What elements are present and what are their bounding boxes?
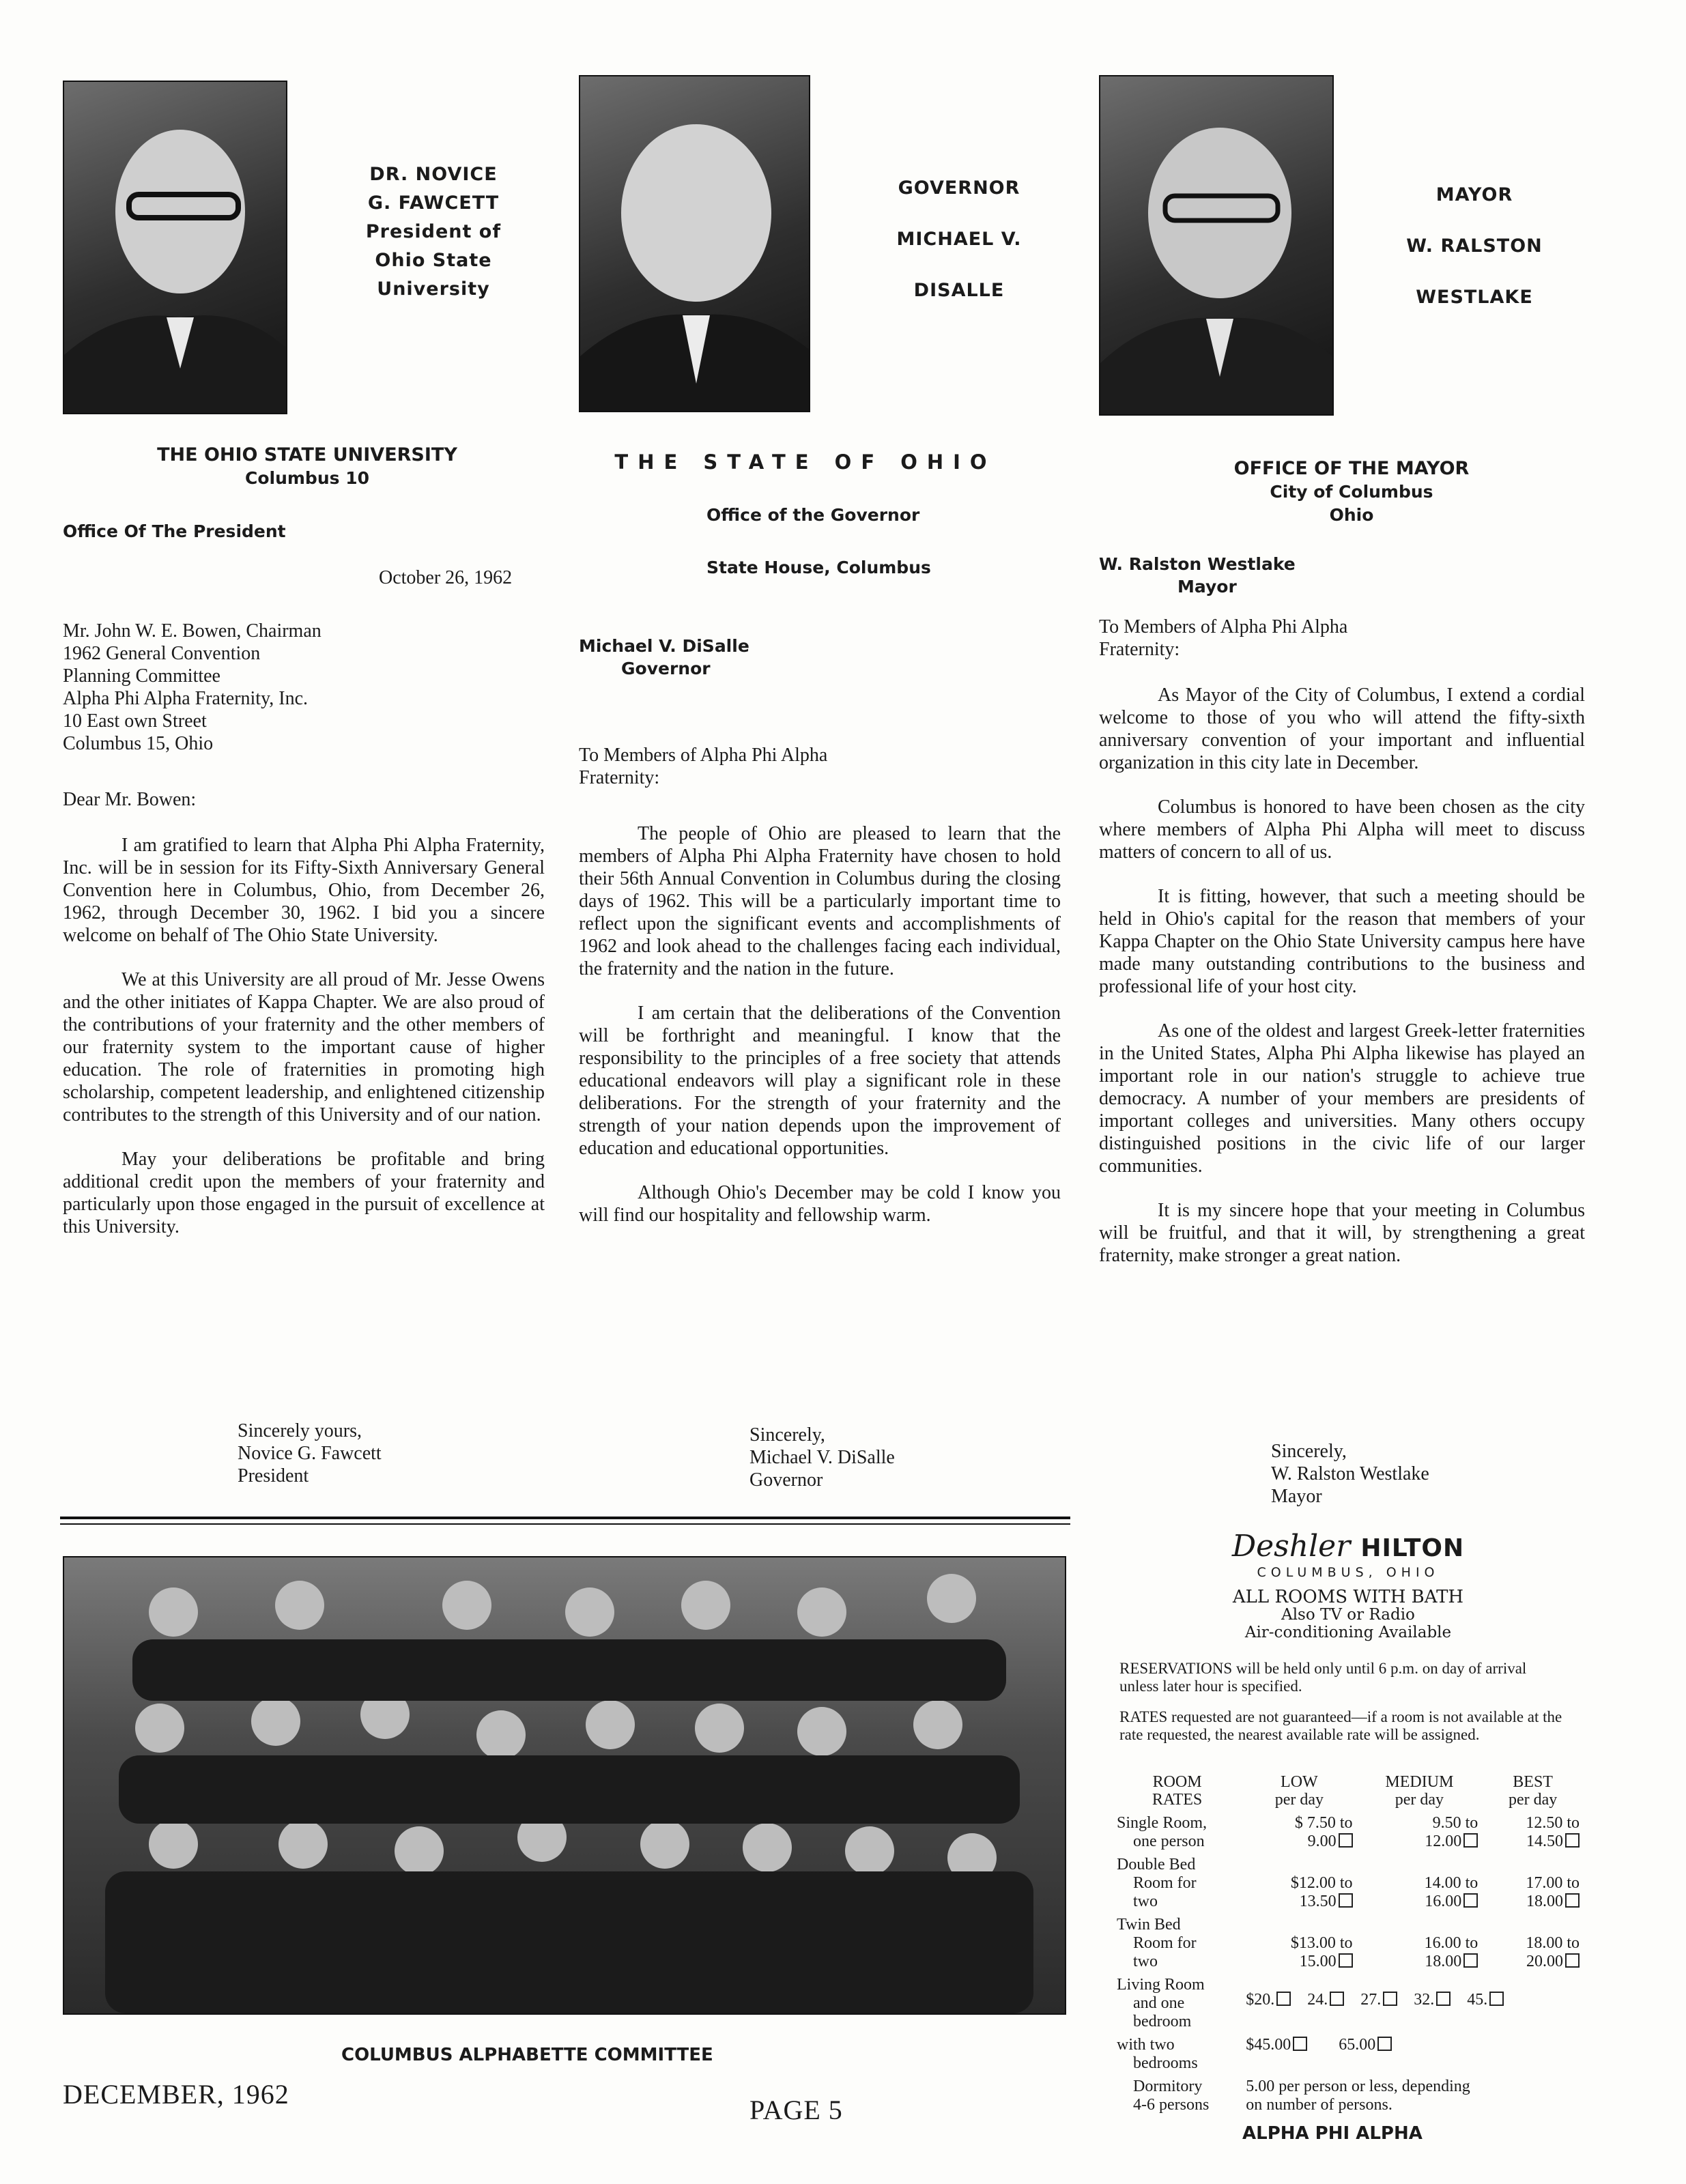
caption-line: W. RALSTON xyxy=(1406,235,1543,257)
room-type xyxy=(1113,1814,1242,1856)
room-line: two xyxy=(1133,1953,1158,1970)
price-option: $20. xyxy=(1246,1991,1275,2009)
rate-line xyxy=(1486,1953,1580,1971)
best-rate xyxy=(1482,1814,1584,1856)
hotel-reservations-note: RESERVATIONS will be held only until 6 p.m. on day of arrival unless later hour is specified. xyxy=(1119,1660,1527,1695)
rate-checkbox[interactable] xyxy=(1463,1833,1478,1848)
letter-paragraph: As Mayor of the City of Columbus, I extend a cordial welcome to those of you who will attend the fifty-sixth anniversary convention of your important and influential organization in this city late in December. xyxy=(1099,685,1585,773)
caption-line: WESTLAKE xyxy=(1416,287,1533,308)
feature-line: ALL ROOMS WITH BATH xyxy=(1232,1587,1464,1607)
room-line: bedrooms xyxy=(1133,2054,1198,2072)
room-type xyxy=(1113,1916,1242,1976)
table-row xyxy=(1113,1976,1584,2036)
address-line: Alpha Phi Alpha Fraternity, Inc. xyxy=(63,688,309,709)
table-row xyxy=(1113,1916,1584,1976)
closing-line: Governor xyxy=(749,1469,823,1491)
hotel-ad-header xyxy=(1099,1529,1597,1641)
governor-portrait xyxy=(579,75,810,412)
rate-line xyxy=(1246,1893,1352,1911)
rate-line: $12.00 to xyxy=(1290,1874,1353,1892)
osu-recipient-address xyxy=(63,620,322,755)
rate-checkbox[interactable] xyxy=(1565,1833,1580,1848)
two-bedroom-prices xyxy=(1242,2036,1584,2078)
medium-rate xyxy=(1357,1856,1483,1916)
feature-line: Also TV or Radio xyxy=(1281,1606,1415,1624)
group-photo-caption: COLUMBUS ALPHABETTE COMMITTEE xyxy=(341,2045,713,2065)
price-option: 27. xyxy=(1360,1991,1382,2009)
rate-value: 14.50 xyxy=(1526,1833,1563,1850)
closing-line: W. Ralston Westlake xyxy=(1271,1463,1429,1484)
mayor-caption xyxy=(1389,169,1560,323)
gov-letterhead: THE STATE OF OHIO xyxy=(614,450,997,474)
mayor-salutation xyxy=(1099,616,1347,661)
alphabette-committee-group-photo xyxy=(63,1556,1066,2015)
room-type xyxy=(1113,1976,1242,2036)
rate-line xyxy=(1246,1953,1352,1971)
room-line: Room for xyxy=(1133,1934,1197,1952)
rate-value: 18.00 xyxy=(1526,1893,1563,1910)
divider-rule-top xyxy=(60,1517,1070,1519)
mayor-closing xyxy=(1271,1440,1429,1508)
rate-line xyxy=(1361,1833,1478,1851)
medium-rate xyxy=(1357,1814,1483,1856)
rate-line: $ 7.50 to xyxy=(1294,1814,1353,1832)
issue-date: DECEMBER, 1962 xyxy=(63,2079,289,2110)
rate-value: 18.00 xyxy=(1425,1953,1462,1970)
hotel-name-script: Deshler xyxy=(1231,1529,1351,1564)
letter-paragraph: May your deliberations be profitable and bring additional credit upon the members of your fraternity and particularly upon those engaged in the pursuit of excellence at this University. xyxy=(63,1149,545,1237)
osu-letter-date: October 26, 1962 xyxy=(379,567,513,588)
header-line: RATES xyxy=(1152,1791,1203,1809)
header-low xyxy=(1242,1773,1356,1814)
group-photo-figures xyxy=(64,1557,1065,2013)
rate-checkbox[interactable] xyxy=(1276,1992,1291,2006)
rate-line xyxy=(1361,1953,1478,1971)
hotel-location: COLUMBUS, OHIO xyxy=(1257,1565,1440,1580)
rate-value: 13.50 xyxy=(1299,1893,1337,1910)
rate-line: 9.50 to xyxy=(1432,1814,1478,1832)
living-room-prices xyxy=(1242,1976,1584,2036)
note-line: on number of persons. xyxy=(1246,2096,1392,2114)
room-line: Dormitory xyxy=(1133,2078,1203,2095)
hotel-room-rates-table xyxy=(1113,1773,1584,2119)
room-line: one person xyxy=(1133,1833,1205,1850)
mayor-letter-body xyxy=(1099,684,1585,1289)
mayor-portrait xyxy=(1099,75,1334,416)
gov-address: State House, Columbus xyxy=(706,558,931,577)
letter-paragraph: It is my sincere hope that your meeting in Columbus will be fruitful, and that it will, by strengthening a great fraternity, make stronger a great nation. xyxy=(1099,1200,1585,1266)
rate-checkbox[interactable] xyxy=(1436,1992,1451,2006)
header-line: per day xyxy=(1395,1791,1444,1809)
best-rate xyxy=(1482,1856,1584,1916)
page-number: PAGE 5 xyxy=(749,2095,843,2125)
divider-rule-bottom xyxy=(60,1523,1070,1525)
portrait-silhouette xyxy=(580,76,809,411)
caption-line: G. FAWCETT xyxy=(367,192,500,214)
rate-checkbox[interactable] xyxy=(1339,1893,1353,1908)
salutation-line: Fraternity: xyxy=(579,767,660,788)
hotel-name xyxy=(1099,1529,1597,1564)
header-room xyxy=(1113,1773,1242,1814)
room-line: Double Bed xyxy=(1117,1856,1196,1873)
hotel-rates-note: RATES requested are not guaranteed—if a room is not available at the rate requested, the nearest available rate will be assigned. xyxy=(1119,1708,1562,1743)
room-line: 4-6 persons xyxy=(1133,2096,1210,2114)
rate-checkbox[interactable] xyxy=(1383,1992,1397,2006)
letter-paragraph: I am certain that the deliberations of the Convention will be forthright and meaningful. I know that the responsibility to the principles of a free society that attends educational endeavors will play a significant role in these deliberations. For the strength of your fraternity and the strength of your nation depends upon the improvement of education and educational opportunities. xyxy=(579,1003,1061,1159)
mayor-state: Ohio xyxy=(1329,505,1374,525)
best-rate xyxy=(1482,1916,1584,1976)
room-line: Room for xyxy=(1133,1874,1197,1892)
closing-line: Sincerely, xyxy=(1271,1441,1347,1462)
sender-line: W. Ralston Westlake xyxy=(1099,554,1296,574)
header-line: per day xyxy=(1508,1791,1558,1809)
president-portrait xyxy=(63,81,287,414)
closing-line: Mayor xyxy=(1271,1486,1322,1507)
header-medium xyxy=(1357,1773,1483,1814)
price-option: 65.00 xyxy=(1339,2036,1376,2054)
osu-closing xyxy=(238,1420,382,1487)
header-line: MEDIUM xyxy=(1385,1773,1454,1791)
rate-line: 14.00 to xyxy=(1424,1874,1478,1892)
closing-line: Sincerely yours, xyxy=(238,1420,362,1441)
salutation-line: Fraternity: xyxy=(1099,639,1180,660)
address-line: Planning Committee xyxy=(63,665,220,687)
hotel-features xyxy=(1099,1588,1597,1641)
price-option: 32. xyxy=(1414,1991,1435,2009)
salutation-line: To Members of Alpha Phi Alpha xyxy=(579,745,828,766)
rate-checkbox[interactable] xyxy=(1463,1953,1478,1968)
address-line: Mr. John W. E. Bowen, Chairman xyxy=(63,620,322,642)
medium-rate xyxy=(1357,1916,1483,1976)
gov-letter-body xyxy=(579,822,1061,1248)
mayor-letterhead xyxy=(1160,457,1543,527)
rate-value: 20.00 xyxy=(1526,1953,1563,1970)
low-rate xyxy=(1242,1916,1356,1976)
osu-letter-body xyxy=(63,834,545,1260)
note-line: 5.00 per person or less, depending xyxy=(1246,2078,1470,2095)
feature-line: Air-conditioning Available xyxy=(1244,1624,1452,1641)
rate-line xyxy=(1486,1833,1580,1851)
governor-caption xyxy=(874,162,1044,316)
table-row xyxy=(1113,2036,1584,2078)
osu-salutation: Dear Mr. Bowen: xyxy=(63,789,197,810)
letter-paragraph: The people of Ohio are pleased to learn that the members of Alpha Phi Alpha Fraternity have chosen to hold their 56th Annual Convention in Columbus during the closing days of 1962. This will be a particularly important time to reflect upon the significant events and accomplishments of 1962 and look ahead to the challenges facing each individual, the fraternity and the nation in the future. xyxy=(579,823,1061,979)
price-option: $45.00 xyxy=(1246,2036,1291,2054)
osu-city: Columbus 10 xyxy=(244,468,369,488)
address-line: 10 East own Street xyxy=(63,710,207,732)
osu-office: Office Of The President xyxy=(63,521,286,541)
caption-line: University xyxy=(377,278,490,300)
room-line: Twin Bed xyxy=(1117,1916,1181,1934)
room-type xyxy=(1113,2036,1242,2078)
gov-closing xyxy=(749,1424,895,1491)
table-row xyxy=(1113,1814,1584,1856)
osu-org-name: THE OHIO STATE UNIVERSITY xyxy=(157,444,457,465)
president-caption xyxy=(355,160,512,304)
price-option: 24. xyxy=(1307,1991,1328,2009)
table-row xyxy=(1113,1856,1584,1916)
portrait-silhouette xyxy=(64,82,286,413)
sender-line: Governor xyxy=(621,659,711,678)
letter-paragraph: We at this University are all proud of Mr. Jesse Owens and the other initiates of Kappa Chapter. We are also proud of the contributions of your fraternity and the other members of our fraternity system to the important cause of higher education. The role of fraternities in promoting high scholarship, competent leadership, and enlightened citizenship contributes to the strength of this University and of our nation. xyxy=(63,969,545,1125)
caption-line: President of xyxy=(365,221,502,242)
rate-line: 17.00 to xyxy=(1526,1874,1580,1892)
room-line: bedroom xyxy=(1133,2013,1192,2030)
closing-line: Sincerely, xyxy=(749,1424,825,1446)
publication-name: ALPHA PHI ALPHA xyxy=(1242,2123,1423,2144)
low-rate xyxy=(1242,1814,1356,1856)
rate-line: $13.00 to xyxy=(1290,1934,1353,1952)
room-line: Single Room, xyxy=(1117,1814,1208,1832)
rate-checkbox[interactable] xyxy=(1339,1833,1353,1848)
header-line: LOW xyxy=(1281,1773,1318,1791)
header-line: BEST xyxy=(1513,1773,1553,1791)
rate-line xyxy=(1486,1893,1580,1911)
room-line: and one xyxy=(1133,1994,1185,2012)
gov-salutation xyxy=(579,744,827,789)
rate-value: 9.00 xyxy=(1307,1833,1337,1850)
letter-paragraph: Although Ohio's December may be cold I know you will find our hospitality and fellowship warm. xyxy=(579,1182,1061,1226)
rate-value: 12.00 xyxy=(1425,1833,1462,1850)
letter-paragraph: As one of the oldest and largest Greek-letter fraternities in the United States, Alpha Phi Alpha likewise has played an important role in our nation's struggle to achieve true democracy. A number of your members are presidents of important colleges and universities. Many others occupy distinguished positions in the civic life of our larger communities. xyxy=(1099,1020,1585,1177)
rate-value: 16.00 xyxy=(1425,1893,1462,1910)
caption-line: MICHAEL V. xyxy=(896,229,1022,250)
rate-checkbox[interactable] xyxy=(1565,1953,1580,1968)
hotel-name-bold: HILTON xyxy=(1360,1534,1465,1562)
header-line: ROOM xyxy=(1152,1773,1202,1791)
rates-header-row xyxy=(1113,1773,1584,1814)
table-row xyxy=(1113,2078,1584,2119)
gov-office: Office of the Governor xyxy=(706,505,920,525)
rate-checkbox[interactable] xyxy=(1463,1893,1478,1908)
rate-checkbox[interactable] xyxy=(1339,1953,1353,1968)
closing-line: Michael V. DiSalle xyxy=(749,1447,895,1468)
gov-sender xyxy=(579,635,749,680)
price-option: 45. xyxy=(1467,1991,1488,2009)
letter-paragraph: I am gratified to learn that Alpha Phi Alpha Fraternity, Inc. will be in session for its Fifty-Sixth Anniversary General Convention here in Columbus, Ohio, from December 26, 1962, through December 30, 1962. I bid you a sincere welcome on behalf of The Ohio State University. xyxy=(63,835,545,946)
caption-line: Ohio State xyxy=(375,250,492,271)
rate-line xyxy=(1246,1833,1352,1851)
caption-line: GOVERNOR xyxy=(898,177,1020,199)
rate-checkbox[interactable] xyxy=(1377,2037,1392,2051)
header-line: per day xyxy=(1274,1791,1324,1809)
letter-paragraph: Columbus is honored to have been chosen as the city where members of Alpha Phi Alpha will meet to discuss matters of concern to all of us. xyxy=(1099,796,1585,863)
rate-line: 16.00 to xyxy=(1424,1934,1478,1952)
sender-line: Michael V. DiSalle xyxy=(579,636,749,656)
rate-line: 18.00 to xyxy=(1526,1934,1580,1952)
caption-line: DR. NOVICE xyxy=(369,164,498,185)
room-line: with two xyxy=(1117,2036,1175,2054)
rate-checkbox[interactable] xyxy=(1293,2037,1307,2051)
address-line: Columbus 15, Ohio xyxy=(63,733,214,754)
room-type xyxy=(1113,2078,1242,2119)
portrait-silhouette xyxy=(1100,76,1332,414)
rate-checkbox[interactable] xyxy=(1330,1992,1344,2006)
rate-checkbox[interactable] xyxy=(1565,1893,1580,1908)
rate-value: 15.00 xyxy=(1299,1953,1337,1970)
osu-letterhead xyxy=(102,444,512,490)
address-line: 1962 General Convention xyxy=(63,643,261,664)
rate-line: 12.50 to xyxy=(1526,1814,1580,1832)
sender-line: Mayor xyxy=(1177,577,1237,597)
mayor-city: City of Columbus xyxy=(1270,482,1433,502)
room-line: Living Room xyxy=(1117,1976,1205,1994)
rate-checkbox[interactable] xyxy=(1489,1992,1504,2006)
rate-line xyxy=(1361,1893,1478,1911)
dormitory-note xyxy=(1242,2078,1584,2119)
salutation-line: To Members of Alpha Phi Alpha xyxy=(1099,616,1348,637)
room-type xyxy=(1113,1856,1242,1916)
room-line: two xyxy=(1133,1893,1158,1910)
mayor-sender xyxy=(1099,553,1296,598)
caption-line: MAYOR xyxy=(1435,184,1513,205)
header-best xyxy=(1482,1773,1584,1814)
letter-paragraph: It is fitting, however, that such a meeting should be held in Ohio's capital for the reason that members of your Kappa Chapter on the Ohio State University campus here have made many outstanding contributions to the business and professional life of your host city. xyxy=(1099,886,1585,997)
caption-line: DISALLE xyxy=(913,280,1005,301)
closing-line: Novice G. Fawcett xyxy=(238,1443,382,1464)
low-rate xyxy=(1242,1856,1356,1916)
closing-line: President xyxy=(238,1465,309,1486)
mayor-org-name: OFFICE OF THE MAYOR xyxy=(1233,458,1470,479)
